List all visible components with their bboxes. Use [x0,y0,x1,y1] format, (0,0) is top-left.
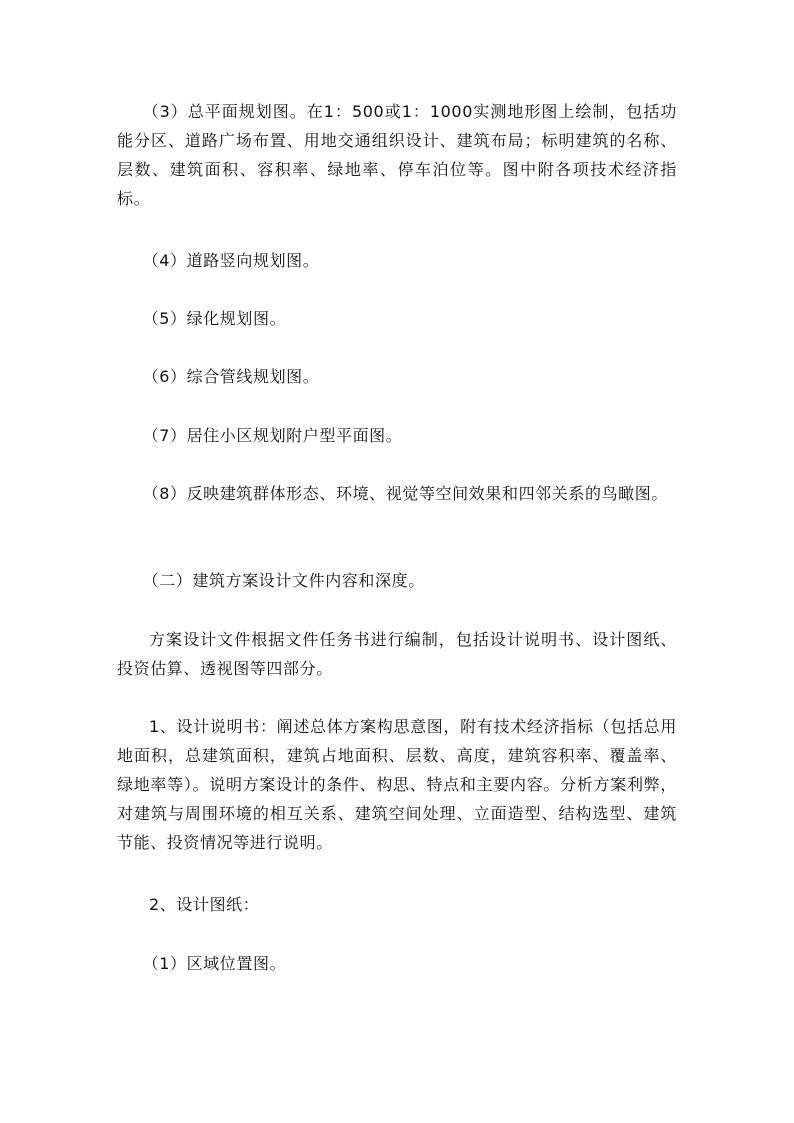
paragraph-scheme-documents: 方案设计文件根据文件任务书进行编制，包括设计说明书、设计图纸、投资估算、透视图等四部分。 [117,630,677,678]
paragraph-greening-plan: （5）绿化规划图。 [142,309,287,328]
paragraph-site-plan: （3）总平面规划图。在1：500或1：1000实测地形图上绘制，包括功能分区、道路广场布置、用地交通组织设计、建筑布局；标明建筑的名称、层数、建筑面积、容积率、绿地率、停车泊位等。图中附各项技术经济指标。 [117,102,677,208]
paragraph-road-vertical-plan: （4）道路竖向规划图。 [142,251,320,270]
paragraph-location-map: （1）区域位置图。 [142,954,287,973]
paragraph-design-drawings: 2、设计图纸： [149,895,260,914]
paragraph-pipeline-plan: （6）综合管线规划图。 [142,367,320,386]
section-heading-architectural-scheme: （二）建筑方案设计文件内容和深度。 [142,571,425,590]
paragraph-aerial-view: （8）反映建筑群体形态、环境、视觉等空间效果和四邻关系的鸟瞰图。 [142,484,668,503]
paragraph-design-description: 1、设计说明书：阐述总体方案构思意图，附有技术经济指标（包括总用地面积，总建筑面积，建筑占地面积、层数、高度，建筑容积率、覆盖率、绿地率等）。说明方案设计的条件、构思、特点和主要内容。分析方案利弊，对建筑与周围环境的相互关系、建筑空间处理、立面造型、结构选型、建筑节能、投资情况等进行说明。 [117,717,677,852]
paragraph-unit-floor-plan: （7）居住小区规划附户型平面图。 [142,426,403,445]
